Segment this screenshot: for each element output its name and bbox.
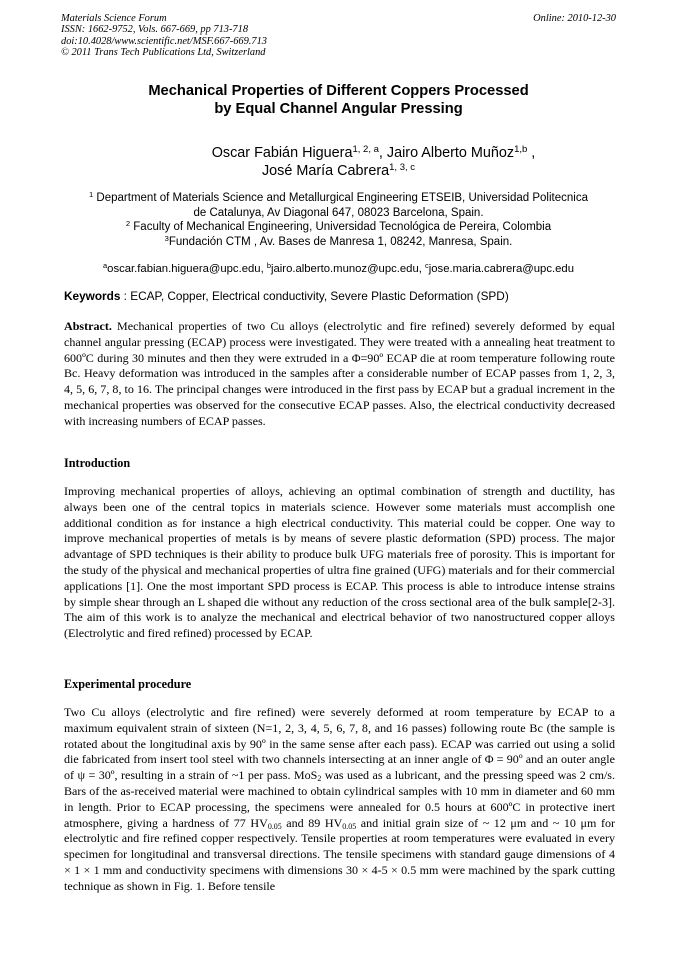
affiliation-number: 2: [125, 219, 131, 229]
subscript: 0.05: [267, 821, 282, 831]
email-address[interactable]: jose.maria.cabrera@upc.edu: [428, 263, 574, 275]
author-list: [61, 144, 616, 180]
paper-title: [61, 82, 616, 118]
keywords-text: : ECAP, Copper, Electrical conductivity, Severe Plastic Deformation (SPD): [120, 289, 509, 303]
journal-header: [61, 13, 267, 59]
affiliation-number: 3: [164, 233, 169, 243]
author-superscript: 1, 3, c: [389, 161, 416, 173]
experimental-text: and 89 HV: [281, 815, 343, 830]
author-name: Jairo Alberto Muñoz: [386, 145, 515, 161]
affiliation-3: [61, 235, 616, 250]
doi-line: doi:10.4028/www.scientific.net/MSF.667-669.713: [61, 35, 267, 47]
author-separator: ,: [527, 145, 536, 161]
experimental-heading: Experimental procedure: [64, 677, 192, 691]
author-separator: ,: [378, 145, 387, 161]
online-date: Online: 2010-12-30: [533, 13, 616, 24]
keywords-label: Keywords: [64, 289, 121, 303]
experimental-text: Two Cu alloys (electrolytic and fire refined) were severely deformed at room temperature by ECAP to a maximum equivalent strain of sixteen (N=1, 2, 3, 4, 5, 6, 7, 8, and 16 passes) following route Bc (the sample is rotated about the longitudinal axis by 90º in the same sense after each pass). ECAP was carried out using a solid die fabricated from insert tool steel with two channels intersecting at an inner angle of Φ = 90º and an outer angle of ψ = 30º, resulting in a strain of ~1 per pass. MoS: [64, 705, 615, 783]
experimental-paragraph: [64, 705, 615, 895]
email-superscript: c: [425, 260, 429, 270]
abstract-text: Mechanical properties of two Cu alloys (electrolytic and fire refined) severely deformed by equal channel angular pressing (ECAP) process were investigated. They were treated with a annealing heat treatment to 600ºC during 30 minutes and then they were extruded in a Φ=90º ECAP die at room temperature following route Bc. Heavy deformation was introduced in the samples after a considerable number of ECAP passes from 1, 2, 3, 4, 5, 6, 7, 8, to 16. The principal changes were introduced in the first pass by ECAP but a gradual increment in the mechanical properties was observed for the consecutive ECAP passes. Also, the electrical conductivity decreased with increasing numbers of ECAP passes.: [64, 319, 615, 428]
email-address[interactable]: jairo.alberto.munoz@upc.edu,: [271, 263, 426, 275]
email-address[interactable]: oscar.fabian.higuera@upc.edu,: [107, 263, 267, 275]
affiliations: [61, 191, 616, 249]
title-line-1: Mechanical Properties of Different Coppers Processed: [148, 83, 529, 99]
affiliation-text: Faculty of Mechanical Engineering, Universidad Tecnológica de Pereira, Colombia: [130, 221, 552, 234]
issn-line: ISSN: 1662-9752, Vols. 667-669, pp 713-718: [61, 24, 249, 36]
email-superscript: a: [103, 260, 108, 270]
author-line-2: [61, 162, 616, 180]
affiliation-number: 1: [89, 189, 94, 199]
keywords-line: [64, 289, 616, 303]
subscript: 0.05: [342, 821, 357, 831]
author-superscript: 1, 2, a: [352, 143, 379, 155]
email-list: [61, 262, 616, 276]
affiliation-1: [61, 191, 616, 206]
author-name: José María Cabrera: [261, 163, 390, 179]
copyright-line: © 2011 Trans Tech Publications Ltd, Switzerland: [61, 47, 266, 59]
author-line-1: [61, 144, 616, 162]
introduction-paragraph: Improving mechanical properties of alloys, achieving an optimal combination of strength and ductility, has always been one of the central topics in materials science. However some materials must accomplish one additional condition as for instance a high electrical conductivity. This material could be copper. One way to improve mechanical properties of metals is by means of severe plastic deformation (SPD) process. The major advantage of SPD techniques is their ability to produce bulk UFG materials free of porosity. This is important for the study of the physical and mechanical properties of ultra fine grained (UFG) materials and for their commercial applications [1]. One the most important SPD process is ECAP. This process is able to introduce intense strains by simple shear through an L shaped die without any reduction of the cross sectional area of the bulk sample[2-3]. The aim of this work is to analyze the mechanical and electrical behavior of two nanostructured copper alloys (Electrolytic and fired refined) processed by ECAP.: [64, 484, 615, 641]
affiliation-2: [61, 220, 616, 235]
affiliation-text: Department of Materials Science and Metallurgical Engineering ETSEIB, Universidad Politecnica: [93, 192, 588, 204]
title-line-2: by Equal Channel Angular Pressing: [214, 101, 463, 117]
experimental-text: was used as a lubricant, and the pressing speed was 2 cm/s. Bars of the as-received material were machined to obtain cylindrical samples with 10 mm in diameter and 60 mm in length. Prior to ECAP processing, the specimens were annealed for 0.5 hours at 600ºC in protective inert atmosphere, giving a hardness of 77 HV: [64, 768, 615, 830]
journal-name: Materials Science Forum: [61, 13, 167, 24]
affiliation-text: Fundación CTM , Av. Bases de Manresa 1, 08242, Manresa, Spain.: [168, 235, 513, 248]
introduction-heading: Introduction: [64, 456, 131, 470]
email-superscript: b: [266, 260, 271, 270]
author-name: Oscar Fabián Higuera: [211, 145, 353, 161]
subscript: 2: [317, 774, 322, 784]
affiliation-1-cont: de Catalunya, Av Diagonal 647, 08023 Barcelona, Spain.: [193, 206, 484, 219]
abstract-label: Abstract.: [64, 319, 112, 333]
author-superscript: 1,b: [514, 143, 528, 155]
abstract-paragraph: [64, 319, 615, 430]
experimental-text: and initial grain size of ~ 12 μm and ~ 10 μm for electrolytic and fire refined copper respectively. Tensile properties at room temperatures were evaluated in every specimen for longitudinal and transversal directions. The tensile specimens with standard gauge dimensions of 4 × 1 × 1 mm and conductivity specimens with dimensions 30 × 4-5 × 0.5 mm were machined by the spark cutting technique as shown in Fig. 1. Before tensile: [64, 815, 615, 893]
